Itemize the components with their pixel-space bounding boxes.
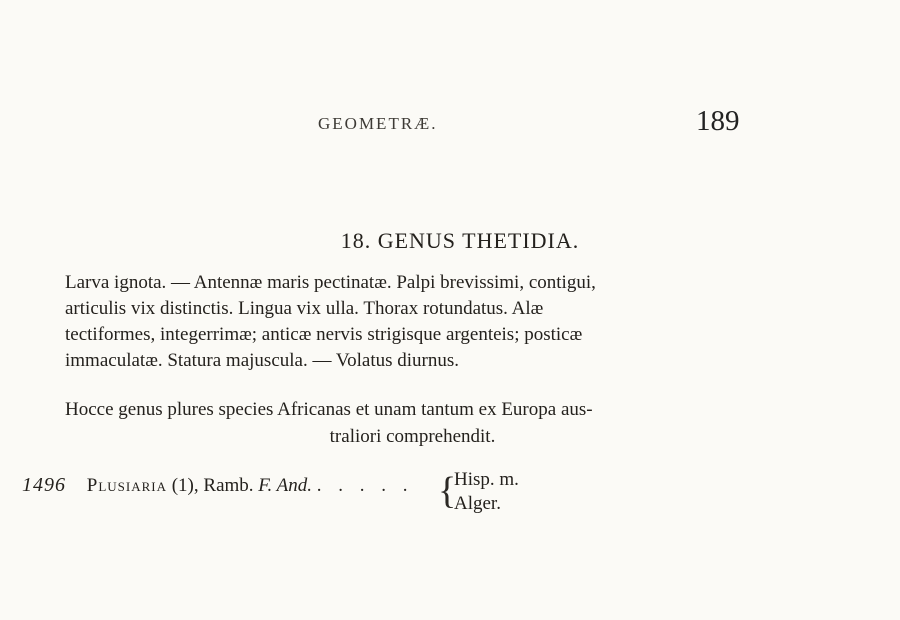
brace-icon: { xyxy=(438,470,457,512)
description-line: tectiformes, integerrimæ; anticæ nervis strigisque argenteis; posticæ xyxy=(65,324,583,345)
species-author: Ramb. xyxy=(203,475,254,496)
running-head: GEOMETRÆ. xyxy=(318,114,438,133)
species-number: 1496 xyxy=(22,474,66,496)
genus-description xyxy=(65,270,760,374)
localities xyxy=(438,468,519,516)
footnote-marker: (1), xyxy=(171,475,199,496)
description-line: articulis vix distinctis. Lingua vix ulla. Thorax rotundatus. Alæ xyxy=(65,298,544,319)
species-genus-name: Plusiaria xyxy=(86,475,167,496)
description-line: immaculatæ. Statura majuscula. — Volatus diurnus. xyxy=(65,350,460,371)
note-line: traliori comprehendit. xyxy=(329,426,496,447)
description-line: Larva ignota. — Antennæ maris pectinatæ. Palpi brevissimi, contigui, xyxy=(65,272,596,293)
genus-note xyxy=(65,396,760,450)
genus-title: 18. GENUS THETIDIA. xyxy=(340,228,580,253)
species-abbrev: F. And. xyxy=(258,475,312,496)
locality: Hisp. m. xyxy=(454,469,519,490)
locality: Alger. xyxy=(454,493,501,514)
page-number: 189 xyxy=(696,105,740,137)
note-line: Hocce genus plures species Africanas et unam tantum ex Europa aus- xyxy=(65,399,593,420)
species-entry xyxy=(22,474,622,497)
leader-dots: . . . . . xyxy=(316,475,414,496)
